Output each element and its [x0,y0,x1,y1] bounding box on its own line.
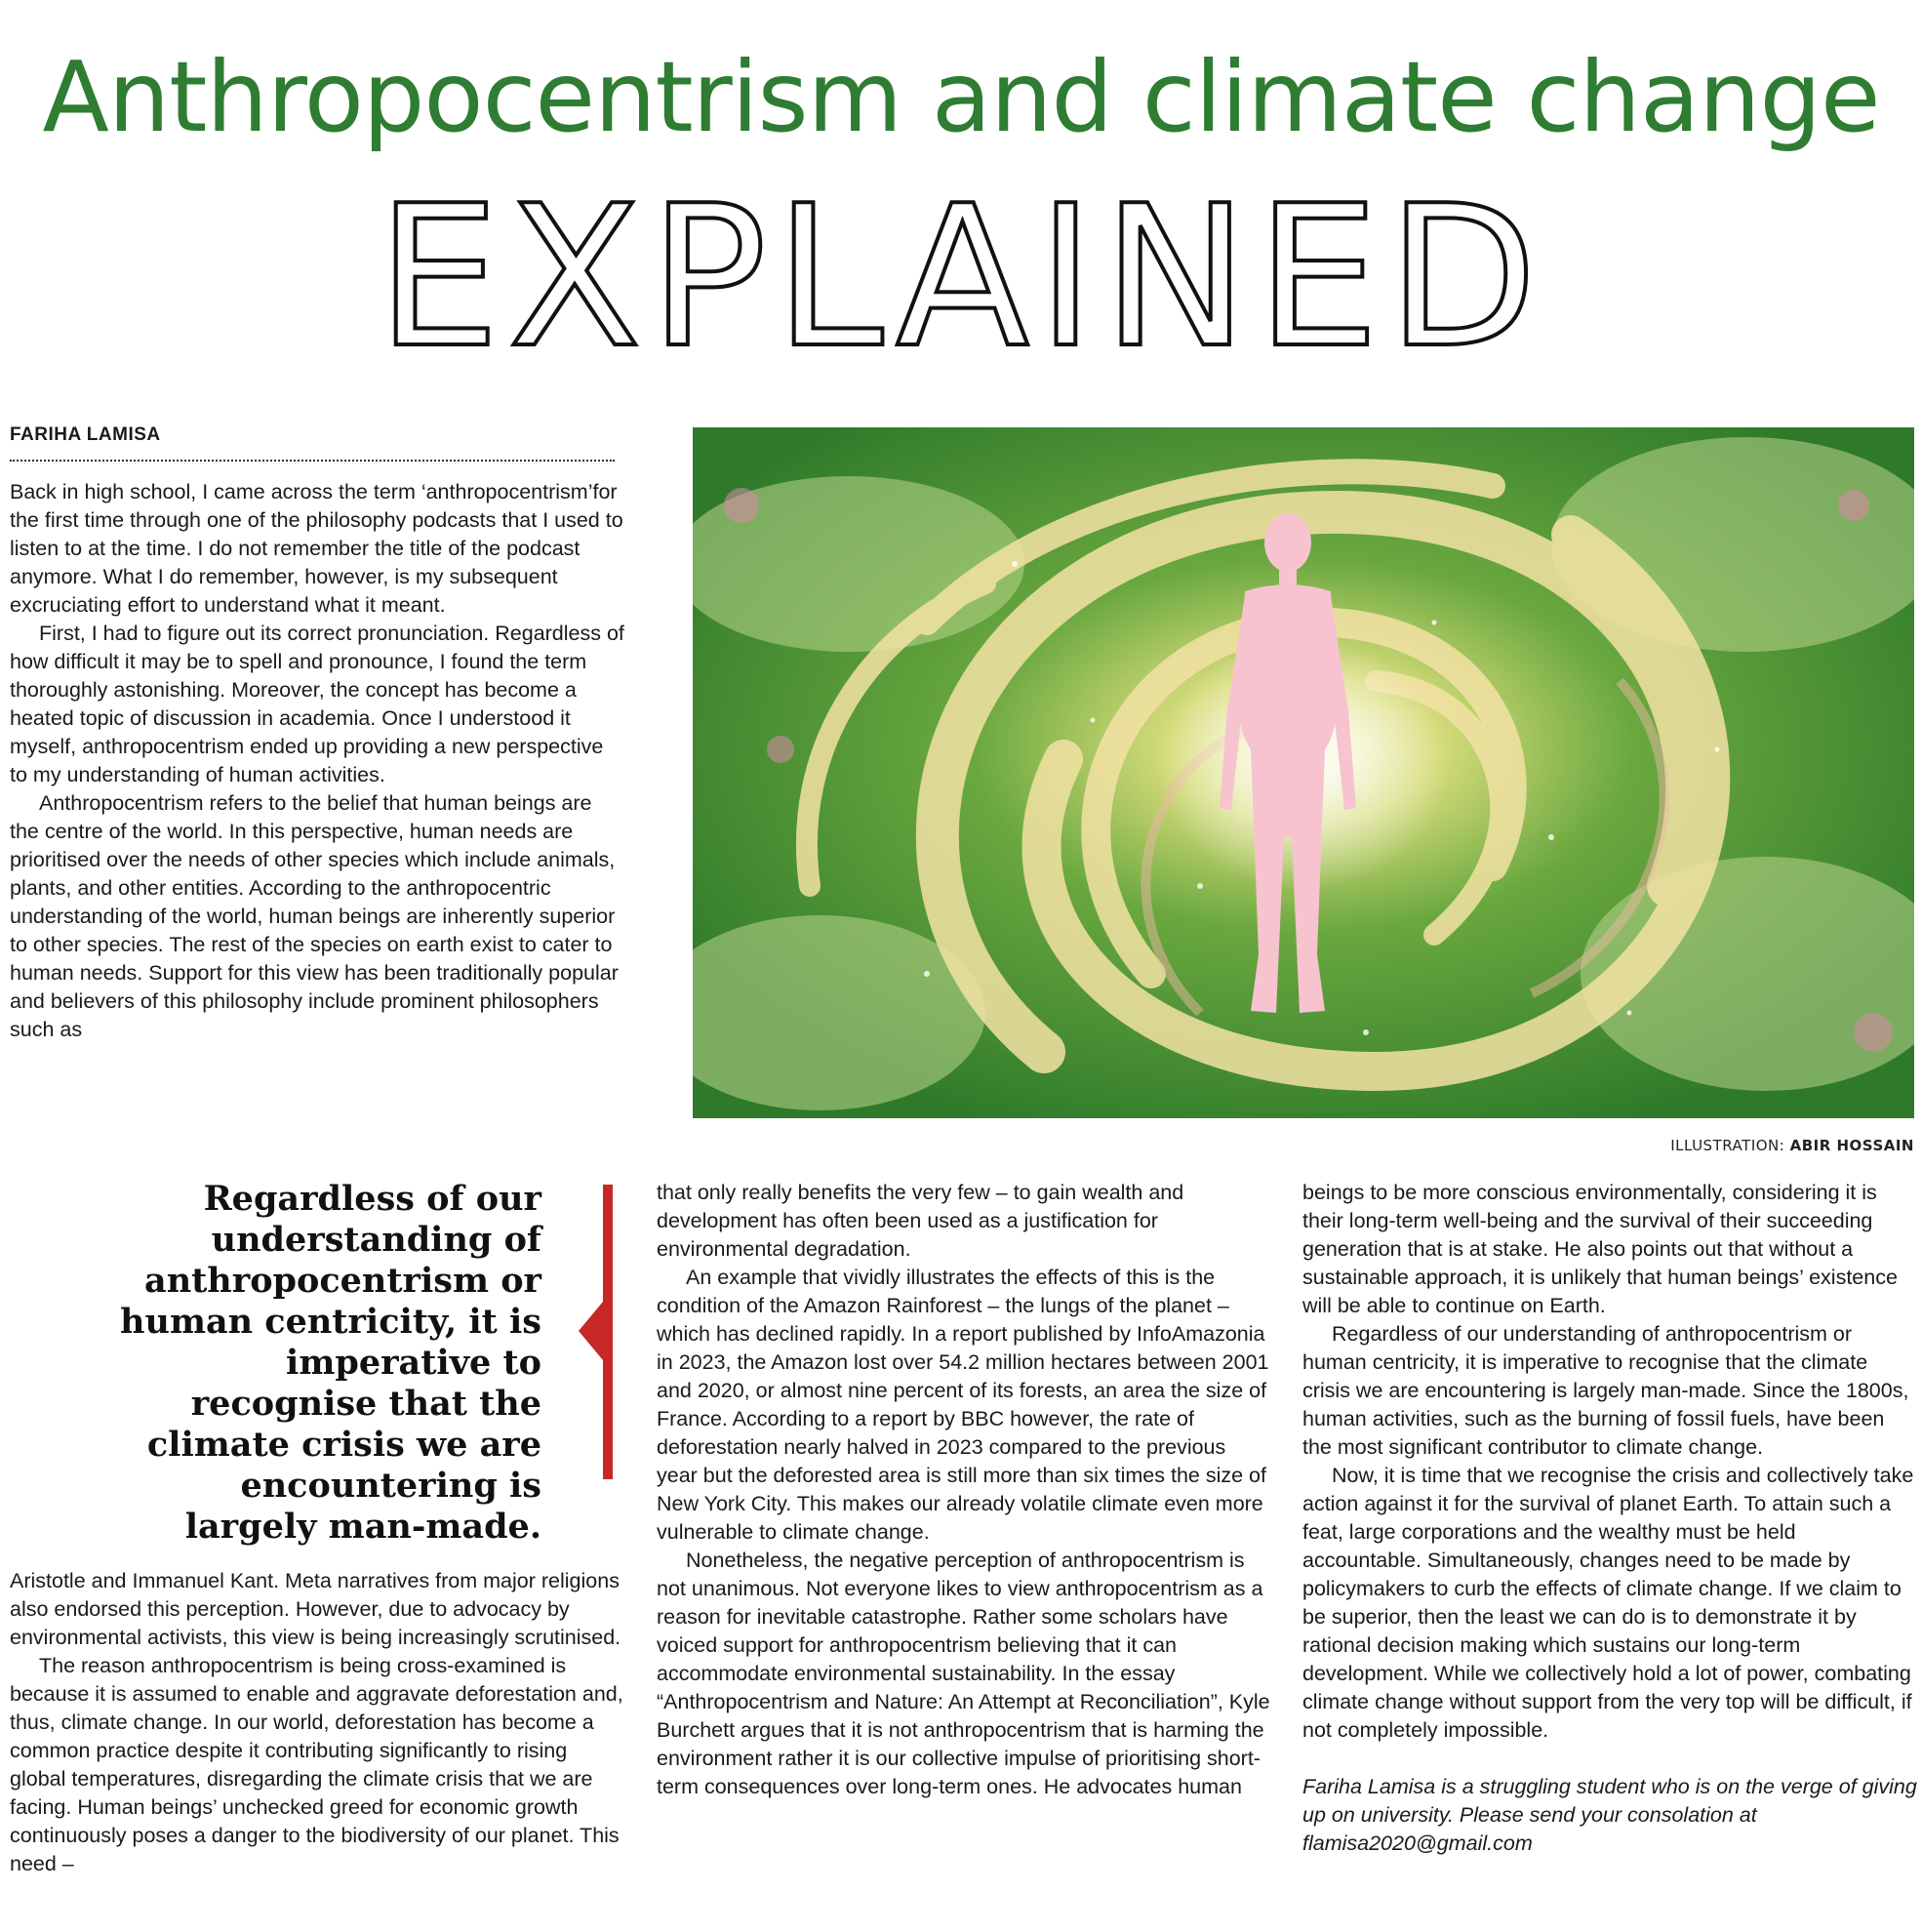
author-byline: FARIHA LAMISA [10,424,615,462]
paragraph: An example that vividly illustrates the effects of this is the condition of the Amazon Rainforest – the lungs of the planet – which has declined rapidly. In a report published by InfoAmazonia in 2023, the Amazon lost over 54.2 million hectares between 2001 and 2020, or almost nine percent of its forests, an area the size of France. According to a report by BBC however, the rate of deforestation nearly halved in 2023 compared to the previous year but the deforested area is still more than six times the size of New York City. This makes our already volatile climate even more vulnerable to climate change. [657,1266,1269,1544]
paragraph: Nonetheless, the negative perception of anthropocentrism is not unanimous. Not everyone likes to view anthropocentrism as a reason for inevitable catastrophe. Rather some scholars have voiced support for anthropocentrism believing that it can accommodate environmental sustainability. In the essay “Anthropocentrism and Nature: An Attempt at Reconciliation”, Kyle Burchett argues that it is not anthropocentrism that is harming the environment rather it is our collective impulse of prioritising short-term consequences over long-term ones. He advocates human [657,1549,1270,1798]
article-column-2 [657,1179,1271,1932]
article-illustration [693,427,1914,1118]
paragraph: First, I had to figure out its correct pronunciation. Regardless of how difficult it may be to spell and pronounce, I found the term thoroughly astonishing. Moreover, the concept has become a heated topic of discussion in academia. Once I understood it myself, anthropocentrism ended up providing a new perspective to my understanding of human activities. [10,622,624,786]
paragraph: Aristotle and Immanuel Kant. Meta narratives from major religions also endorsed this perception. However, due to advocacy by environmental activists, this view is being increasingly scrutinised. [10,1569,621,1649]
pull-quote-accent-bar [576,1185,624,1479]
author-bio: Fariha Lamisa is a struggling student who is on the verge of giving up on university. Please send your consolation at flamisa2020@gmail.com [1302,1775,1917,1855]
article-column-1-bottom [10,1567,624,1932]
article-column-3 [1302,1179,1917,1932]
paragraph: beings to be more conscious environmentally, considering it is their long-term well-being and the survival of their succeeding generation that is at stake. He also points out that without a sustainable approach, it is unlikely that human beings’ existence will be able to continue on Earth. [1302,1181,1898,1317]
article-column-1-top [10,478,624,1122]
paragraph: Anthropocentrism refers to the belief that human beings are the centre of the world. In this perspective, human needs are prioritised over the needs of other species which include animals, plants, and other entities. According to the anthropocentric understanding of the world, human beings are inherently superior to other species. The rest of the species on earth exist to cater to human needs. Support for this view has been traditionally popular and believers of this philosophy include prominent philosophers such as [10,791,619,1041]
headline: Anthropocentrism and climate change [42,40,1880,154]
paragraph: The reason anthropocentrism is being cross-examined is because it is assumed to enable and aggravate deforestation and, thus, climate change. In our world, deforestation has become a common practice despite it contributing significantly to rising global temperatures, disregarding the climate crisis that we are facing. Human beings’ unchecked greed for economic growth continuously poses a danger to the biodiversity of our planet. This need – [10,1654,623,1875]
paragraph: Now, it is time that we recognise the crisis and collectively take action against it for the survival of planet Earth. To attain such a feat, large corporations and the wealthy must be held accountable. Simultaneously, changes need to be made by policymakers to curb the effects of climate change. If we claim to be superior, then the least we can do is to demonstrate it by rational decision making which sustains our long-term development. While we collectively hold a lot of power, combating climate change without support from the very top will be difficult, if not completely impossible. [1302,1464,1914,1742]
paragraph: that only really benefits the very few – to gain wealth and development has often been used as a justification for environmental degradation. [657,1181,1184,1261]
credit-name: ABIR HOSSAIN [1789,1137,1914,1154]
human-figure-in-green-swirl-illustration [693,427,1914,1118]
pull-quote: Regardless of our understanding of anthropocentrism or human centricity, it is imperative to recognise that the climate crisis we are encountering is largely man-made. [120,1179,541,1547]
illustration-credit [1670,1137,1914,1154]
credit-label: ILLUSTRATION: [1670,1137,1785,1154]
headline-explained: EXPLAINED [377,164,1545,391]
paragraph: Regardless of our understanding of anthropocentrism or human centricity, it is imperative to recognise that the climate crisis we are encountering is largely man-made. Since the 1800s, human activities, such as the burning of fossil fuels, have been the most significant contributor to climate change. [1302,1322,1909,1459]
paragraph: Back in high school, I came across the term ‘anthropocentrism’for the first time through one of the philosophy podcasts that I used to listen to at the time. I do not remember the title of the podcast anymore. What I do remember, however, is my subsequent excruciating effort to understand what it meant. [10,480,623,617]
